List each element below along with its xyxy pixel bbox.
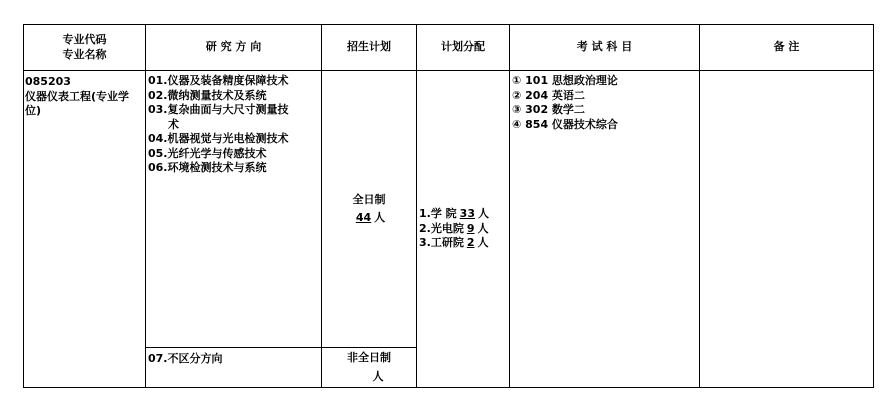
header-exam: 考 试 科 目 (510, 25, 700, 71)
major-name: 仪器仪表工程(专业学位) (25, 89, 130, 117)
direction-cell (146, 71, 322, 348)
header-major-code: 专业代码 (62, 33, 107, 46)
direction-item: 03.复杂曲面与大尺寸测量技 术 (148, 103, 289, 131)
fulltime-plan-cell (322, 71, 417, 348)
direction-item: 02.微纳测量技术及系统 (148, 88, 267, 102)
parttime-label: 非全日制 (347, 351, 391, 364)
direction-item: 06.环境检测技术与系统 (148, 161, 267, 174)
fulltime-count: 44 (355, 211, 372, 224)
distribution-cell (417, 71, 510, 388)
exam-item: ③ 302 数学二 (512, 103, 585, 116)
distribution-item: 2.光电院 9 人 (419, 221, 489, 235)
enrollment-plan-table (23, 24, 874, 388)
major-code: 085203 (25, 75, 71, 88)
header-remark: 备 注 (700, 25, 874, 71)
fulltime-row (24, 71, 874, 348)
remark-cell (700, 71, 874, 388)
header-major-name: 专业名称 (62, 47, 107, 61)
header-direction: 研 究 方 向 (146, 25, 322, 71)
direction-extra-cell: 07.不区分方向 (146, 348, 322, 388)
exam-item: ② 204 英语二 (512, 88, 585, 102)
distribution-item: 3.工研院 2 人 (419, 236, 489, 250)
fulltime-label: 全日制 (352, 192, 386, 206)
major-cell (24, 71, 146, 388)
parttime-plan-cell (322, 348, 417, 388)
header-distribution: 计划分配 (417, 25, 510, 71)
exam-item: ① 101 思想政治理论 (512, 74, 618, 87)
direction-item: 05.光纤光学与传感技术 (148, 146, 267, 160)
direction-list (146, 71, 321, 176)
exam-list (510, 71, 699, 132)
exam-cell (510, 71, 700, 388)
direction-item: 04.机器视觉与光电检测技术 (148, 132, 289, 145)
header-major-code-name (24, 25, 146, 71)
exam-item: ④ 854 仪器技术综合 (512, 117, 618, 131)
header-row (24, 25, 874, 71)
header-plan: 招生计划 (322, 25, 417, 71)
fulltime-unit: 人 (374, 211, 386, 224)
parttime-unit: 人 (372, 369, 384, 383)
direction-item: 01.仪器及装备精度保障技术 (148, 74, 289, 87)
distribution-item: 1.学 院 33 人 (419, 207, 489, 221)
parttime-count (355, 370, 373, 383)
